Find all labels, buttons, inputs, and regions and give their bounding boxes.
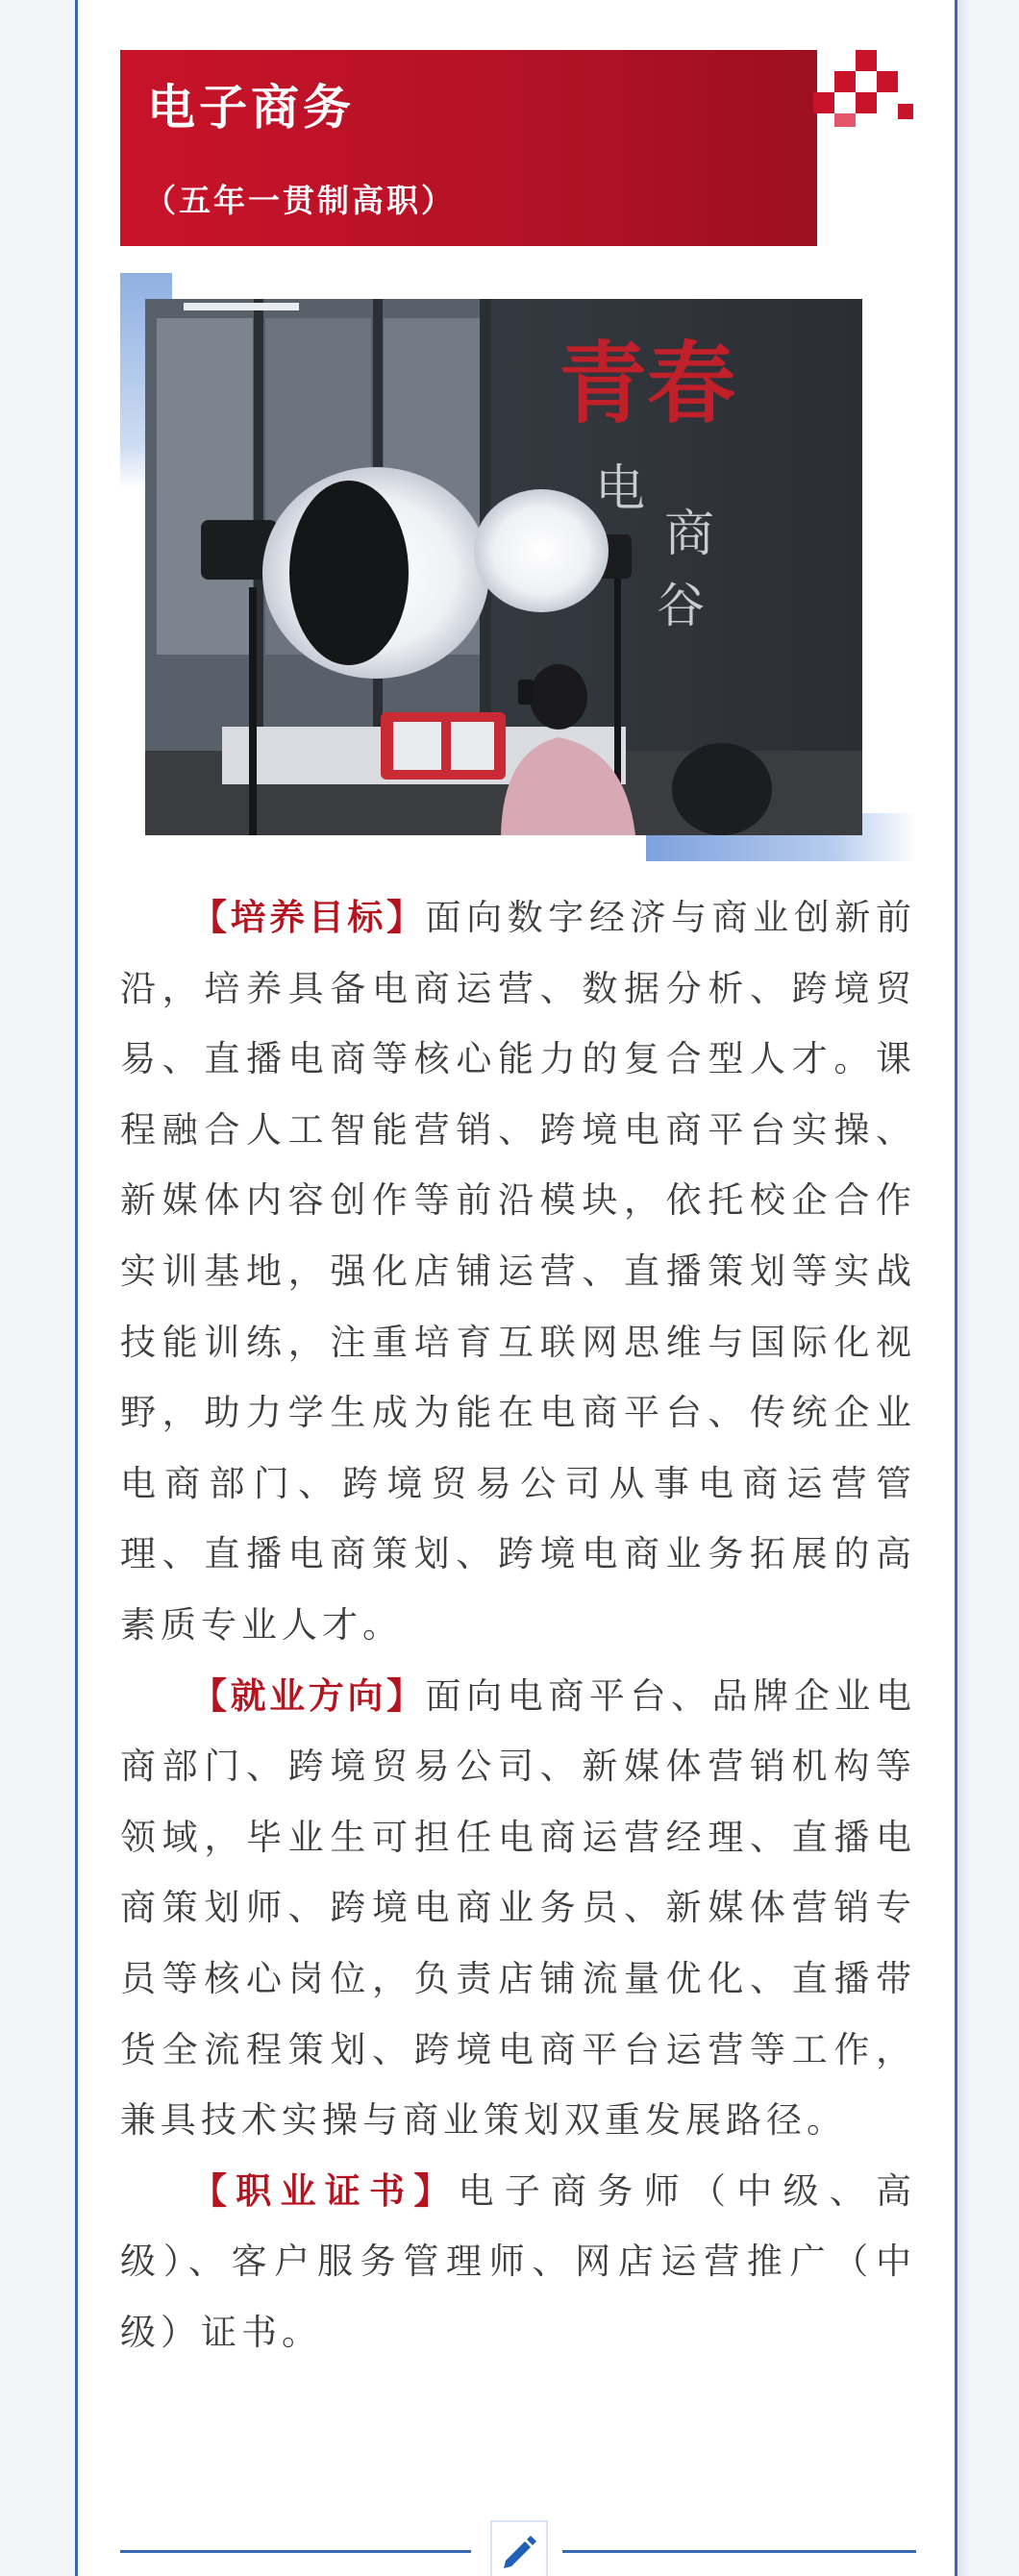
- page-subtitle: （五年一贯制高职）: [144, 182, 456, 219]
- section-heading: 【就业方向】: [191, 1674, 426, 1717]
- section-certificates: [120, 2156, 916, 2368]
- section-text: 面向数字经济与商业创新前沿，培养具备电商运营、数据分析、跨境贸易、直播电商等核心能力的复合型人才。课程融合人工智能营销、跨境电商平台实操、新媒体内容创作等前沿模块，依托校企合作实训基地，强化店铺运营、直播策划等实战技能训练，注重培育互联网思维与国际化视野，助力学生成为能在电商平台、传统企业电商部门、跨境贸易公司从事电商运营管理、直播电商策划、跨境电商业务拓展的高素质专业人才。: [120, 897, 917, 1646]
- article-body: [120, 882, 916, 2367]
- wall-sign-char-1: 电: [595, 460, 646, 518]
- footer-divider-right: [562, 2550, 916, 2553]
- card-shadow: [957, 0, 971, 2576]
- section-heading: 【职业证书】: [191, 2169, 459, 2212]
- section-heading: 【培养目标】: [191, 897, 426, 938]
- section-training-goal: [120, 882, 916, 1661]
- section-employment: [120, 1661, 916, 2156]
- wall-sign-char-2: 商: [664, 506, 715, 563]
- pencil-icon: [490, 2520, 548, 2576]
- livestream-studio-photo: [145, 299, 862, 835]
- footer-divider-left: [120, 2550, 471, 2553]
- page-title: 电子商务: [147, 80, 355, 136]
- section-text: 面向电商平台、品牌企业电商部门、跨境贸易公司、新媒体营销机构等领域，毕业生可担任电商运营经理、直播电商策划师、跨境电商业务员、新媒体营销专员等核心岗位，负责店铺流量优化、直播带货全流程策划、跨境电商平台运营等工作，兼具技术实操与商业策划双重发展路径。: [120, 1674, 917, 2142]
- wall-sign-large: 青春: [559, 332, 736, 435]
- section-text: 电子商务师（中级、高级）、客户服务管理师、网店运营推广（中级）证书。: [120, 2169, 917, 2353]
- decorative-squares: [813, 50, 919, 127]
- wall-sign-char-3: 谷: [657, 578, 705, 633]
